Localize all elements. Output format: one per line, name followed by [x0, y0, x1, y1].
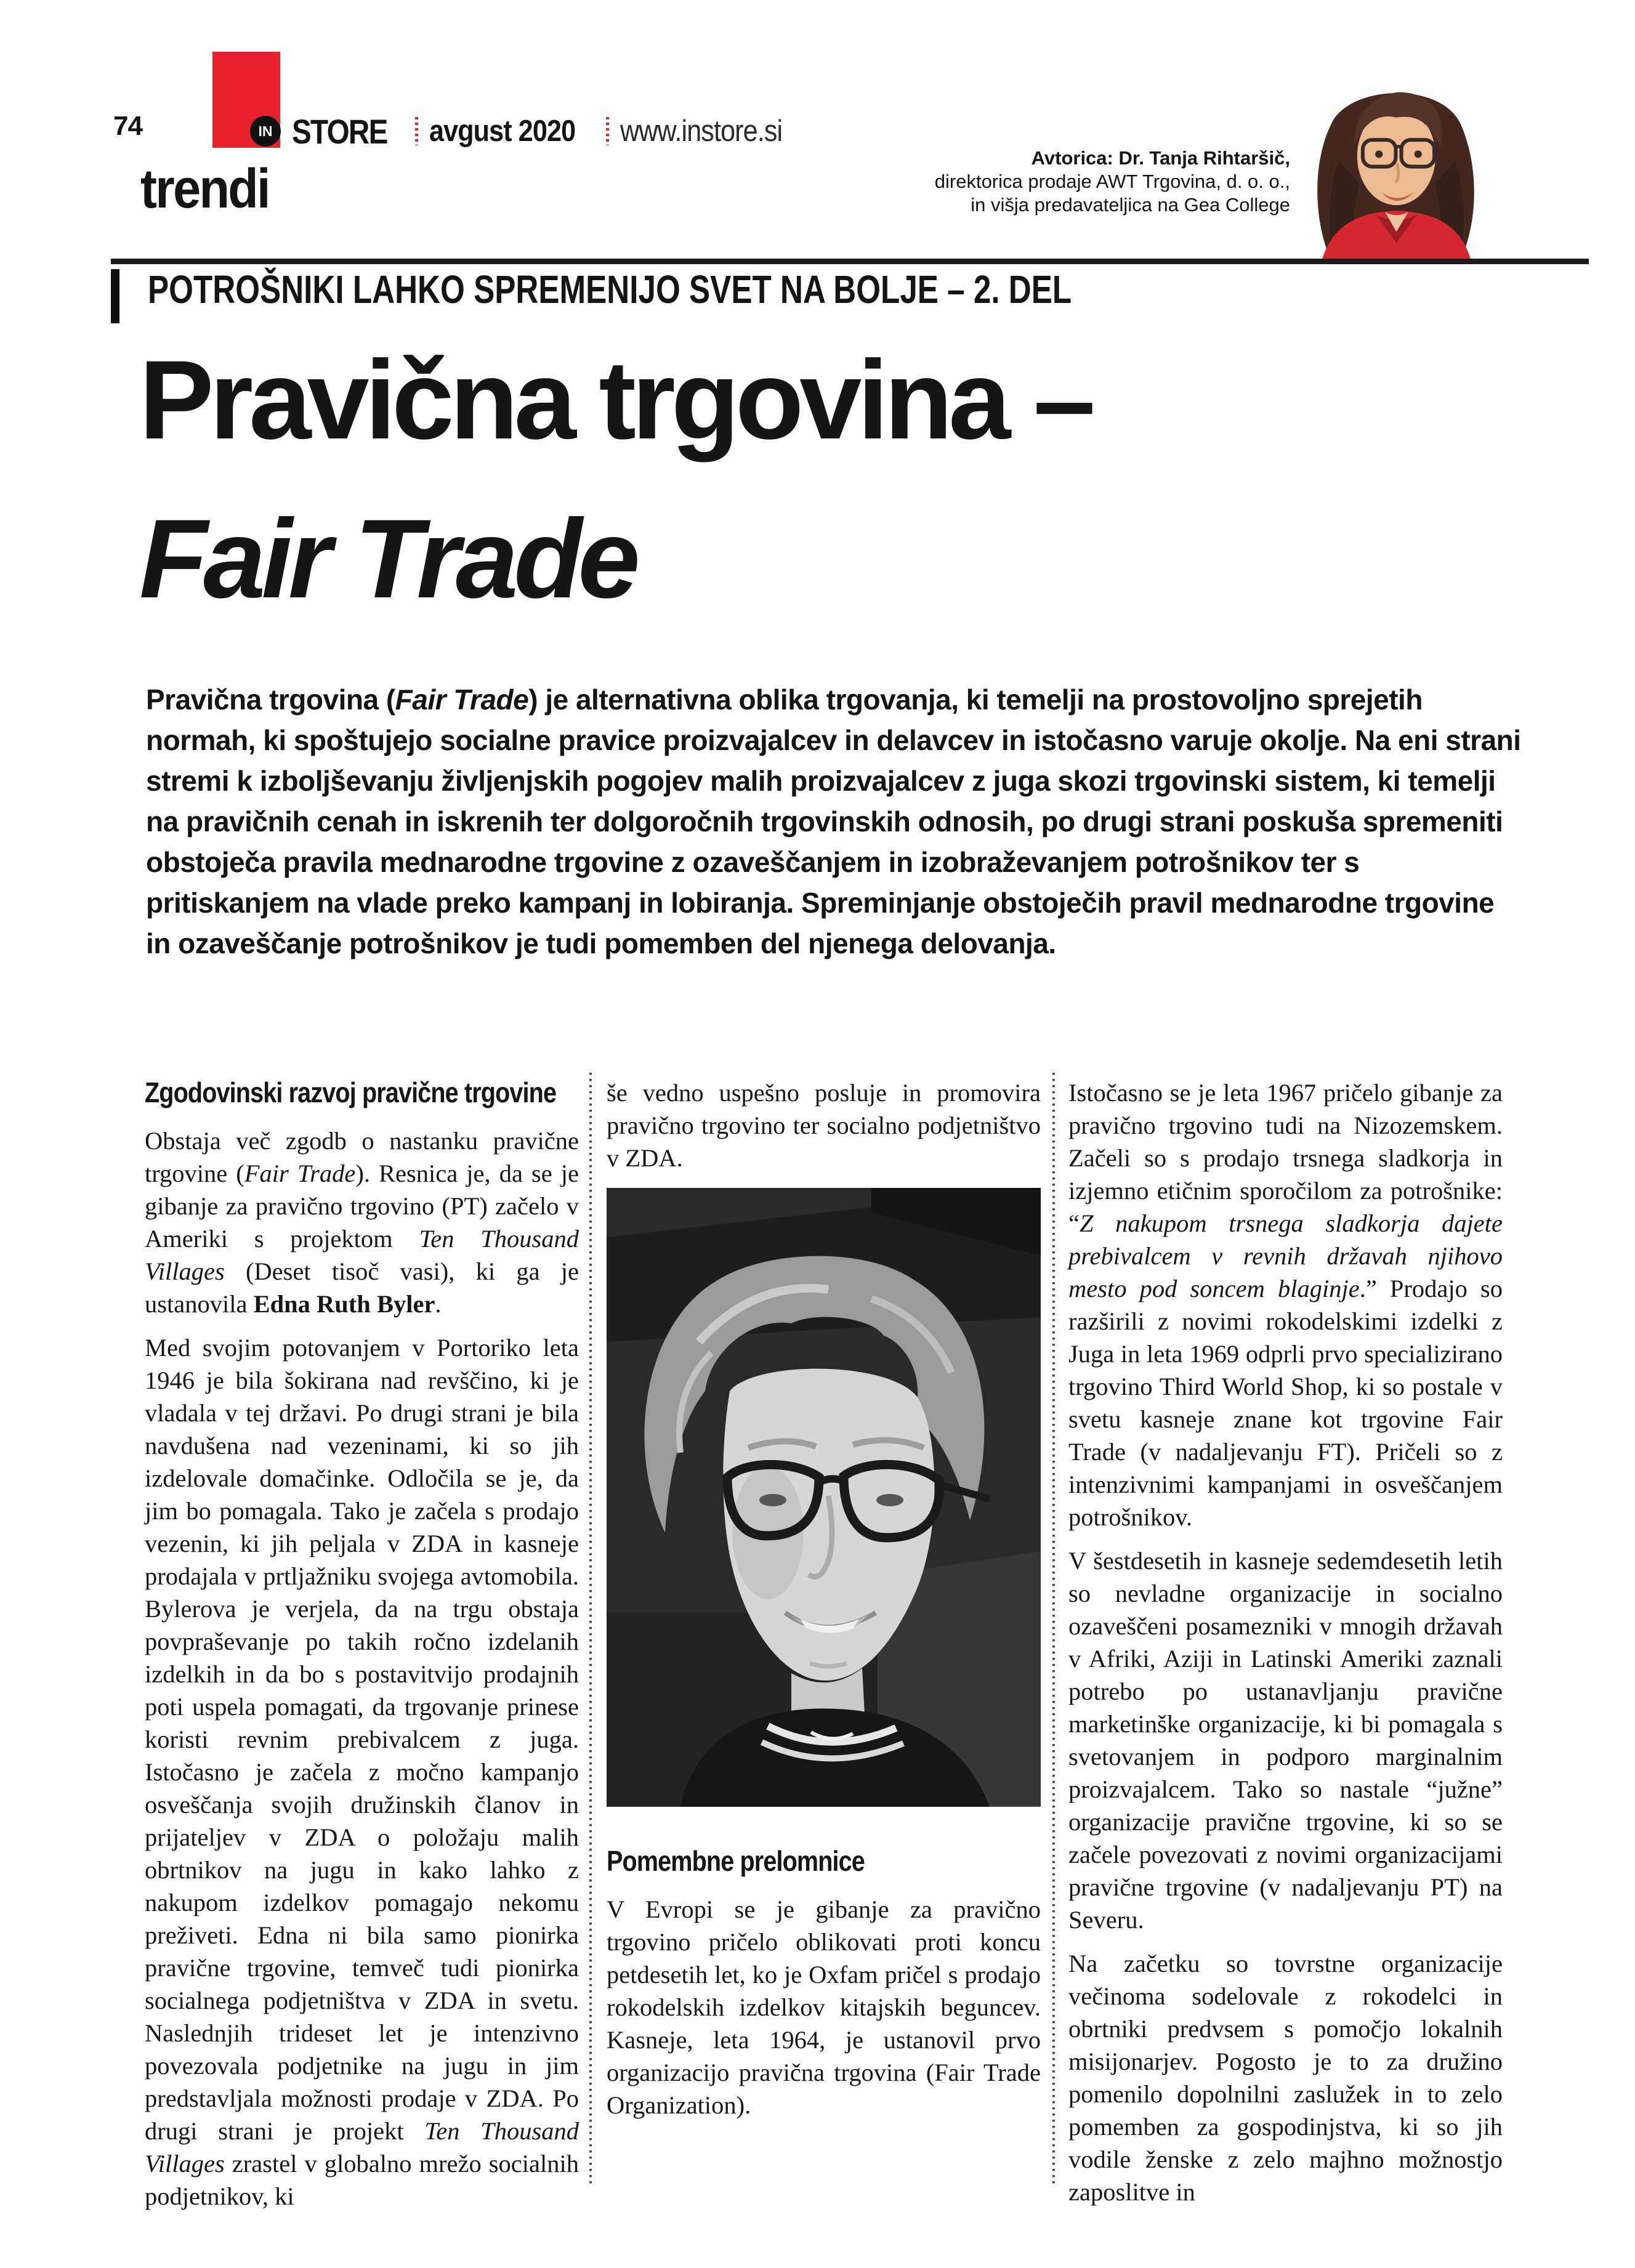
- article-title-line1: Pravična trgovina –: [139, 337, 1092, 462]
- body-text: Obstaja več zgodb o nastanku pravične trgovine (: [145, 1127, 579, 1187]
- page-number: 74: [113, 111, 142, 141]
- masthead: [250, 111, 805, 151]
- intro-text: ) je alternativna oblika trgovanja, ki temelji na prostovoljno sprejetih normah, ki spoštujejo socialne pravice proizvajalcev in delavcev in istočasno varuje okolje. Na eni strani stremi k izboljševanju življenjskih pogojev malih proizvajalcev z juga skozi trgovinski sistem, ki temelji na pravičnih cenah in iskrenih ter dolgoročnih trgovinskih odnosih, po drugi strani poskuša spremeniti obstoječa pravila mednarodne trgovine z ozaveščanjem in izobraževanjem potrošnikov ter s pritiskanjem na vlade preko kampanj in lobiranja. Spreminjanje obstoječih pravil mednarodne trgovine in ozaveščanje potrošnikov je tudi pomemben del njenega delovanja.: [146, 684, 1521, 959]
- in-circle-logo: IN: [250, 116, 281, 147]
- column-1: [145, 1076, 579, 2213]
- article-body: [145, 1076, 1503, 2213]
- paragraph: [145, 1124, 579, 1320]
- intro-paragraph: [146, 679, 1522, 964]
- author-name: Avtorica: Dr. Tanja Rihtaršič,: [1031, 147, 1290, 169]
- issue-date: avgust 2020: [429, 115, 576, 148]
- article-title-line2: Fair Trade: [139, 496, 636, 621]
- kicker-bar: [111, 269, 119, 323]
- col2-heading: Pomembne prelomnice: [607, 1845, 865, 1877]
- intro-italic: Fair Trade: [395, 684, 529, 716]
- article-title: [139, 320, 1091, 638]
- section-label: trendi: [140, 158, 269, 220]
- body-italic: Fair Trade: [244, 1160, 356, 1187]
- author-photo: [1302, 69, 1492, 261]
- paragraph: še vedno uspešno posluje in promovira pravično trgovino ter socialno podjetništvo v ZDA.: [607, 1079, 1041, 1172]
- header-dotted-divider-icon: [606, 117, 609, 145]
- body-italic: Z nakupom trsnega sladkorja dajete prebivalcem v revnih državah njihovo mesto pod soncem blaginje: [1068, 1209, 1503, 1302]
- paragraph: V šestdesetih in kasneje sedemdesetih letih so nevladne organizacije in socialno ozaveščeni posamezniki v mnogih državah v Afriki, Aziji in Latinski Ameriki zaznali potrebo po ustanavljanju pravične marketinške organizacije, ki bi pomagala s svetovanjem in podporo marginalnim proizvajalcem. Tako so nastale “južne” organizacije pravične trgovine, ki so se začele povezovati z novimi organizacijami pravične trgovine (v nadaljevanju PT) na Severu.: [1068, 1547, 1503, 1934]
- body-italic: Ten Thousand Villages: [145, 1225, 579, 1285]
- paragraph: Na začetku so tovrstne organizacije večinoma sodelovale z rokodelci in obrtniki predvsem s pomočjo lokalnih misijonarjev. Pogosto je to za družino pomenilo dopolnilni zaslužek in to zelo pomemben za gospodinjstva, ki so jih vodile ženske z zelo majhno možnostjo zaposlitve in: [1068, 1950, 1503, 2206]
- author-role-line1: direktorica prodaje AWT Trgovina, d. o. o.,: [934, 171, 1290, 192]
- paragraph: V Evropi se je gibanje za pravično trgovino pričelo oblikovati proti koncu petdesetih let, ko je Oxfam pričel s prodajo rokodelskih izdelkov kitajskih beguncev. Kasneje, leta 1964, je ustanovil prvo organizacijo pravična trgovina (Fair Trade Organization).: [607, 1895, 1041, 2119]
- author-role-line2: in višja predavateljica na Gea College: [971, 194, 1290, 216]
- edna-byler-photo: [607, 1188, 1041, 1807]
- author-block: [935, 147, 1290, 217]
- body-text: .: [435, 1290, 442, 1318]
- paragraph: [145, 1331, 579, 2213]
- body-italic: Ten Thousand Villages: [145, 2117, 579, 2177]
- header-dotted-divider-icon: [415, 117, 418, 145]
- body-text: (Deset tisoč vasi), ki ga je ustanovila: [145, 1257, 579, 1318]
- column-2: [607, 1076, 1041, 2213]
- body-text: ). Resnica je, da se je gibanje za pravično trgovino (PT) začelo v Ameriki s projektom: [145, 1160, 579, 1253]
- kicker: POTROŠNIKI LAHKO SPREMENIJO SVET NA BOLJE – 2. DEL: [148, 267, 1072, 312]
- paragraph: [1068, 1076, 1503, 1533]
- body-bold: Edna Ruth Byler: [253, 1290, 435, 1318]
- body-text: .” Prodajo so razširili z novimi rokodelskimi izdelki z Juga in leta 1969 odprli prvo specializirano trgovino Third World Shop, ki so postale v svetu kasneje znane kot trgovine Fair Trade (v nadaljevanju FT). Pričeli so z intenzivnimi kampanjami in osveščanjem potrošnikov.: [1068, 1275, 1503, 1531]
- col1-heading: Zgodovinski razvoj pravične trgovine: [145, 1076, 557, 1108]
- body-text: Med svojim potovanjem v Portoriko leta 1946 je bila šokirana nad revščino, ki je vladala v tej državi. Po drugi strani je bila navdušena nad vezeninami, ki so jih izdelovale domačinke. Odločila se je, da jim bo pomagala. Tako je začela s prodajo vezenin, ki jih peljala v ZDA in kasneje prodajala v prtljažniku svojega avtomobila. Bylerova je verjela, da na trgu obstaja povpraševanje po takih ročno izdelanih izdelkih in da bo s postavitvijo prodajnih poti uspela pomagati, da trgovanje prinese koristi revnim prebivalcem z juga. Istočasno je začela z močno kampanjo osveščanja svojih družinskih članov in prijateljev v ZDA o položaju malih obrtnikov na jugu in kako lahko z nakupom izdelkov pomagajo nekomu preživeti. Edna ni bila samo pionirka pravične trgovine, temveč tudi pionirka socialnega podjetništva v ZDA in svetu. Naslednjih trideset let je intenzivno povezovala podjetnike na jugu in jim predstavljala možnosti prodaje v ZDA. Po drugi strani je projekt: [145, 1334, 579, 2145]
- intro-text: Pravična trgovina (: [146, 684, 395, 716]
- body-text: Istočasno se je leta 1967 pričelo gibanje za pravično trgovino tudi na Nizozemskem. Začeli so s prodajo trsnega sladkorja in izjemno etičnim sporočilom za potrošnike: “: [1068, 1079, 1503, 1237]
- header-rule: [111, 259, 1589, 264]
- body-text: zrastel v globalno mrežo socialnih podjetnikov, ki: [145, 2150, 579, 2210]
- logo-store-text: STORE: [292, 111, 387, 151]
- website-url: www.instore.si: [620, 115, 783, 148]
- column-3: [1068, 1076, 1503, 2213]
